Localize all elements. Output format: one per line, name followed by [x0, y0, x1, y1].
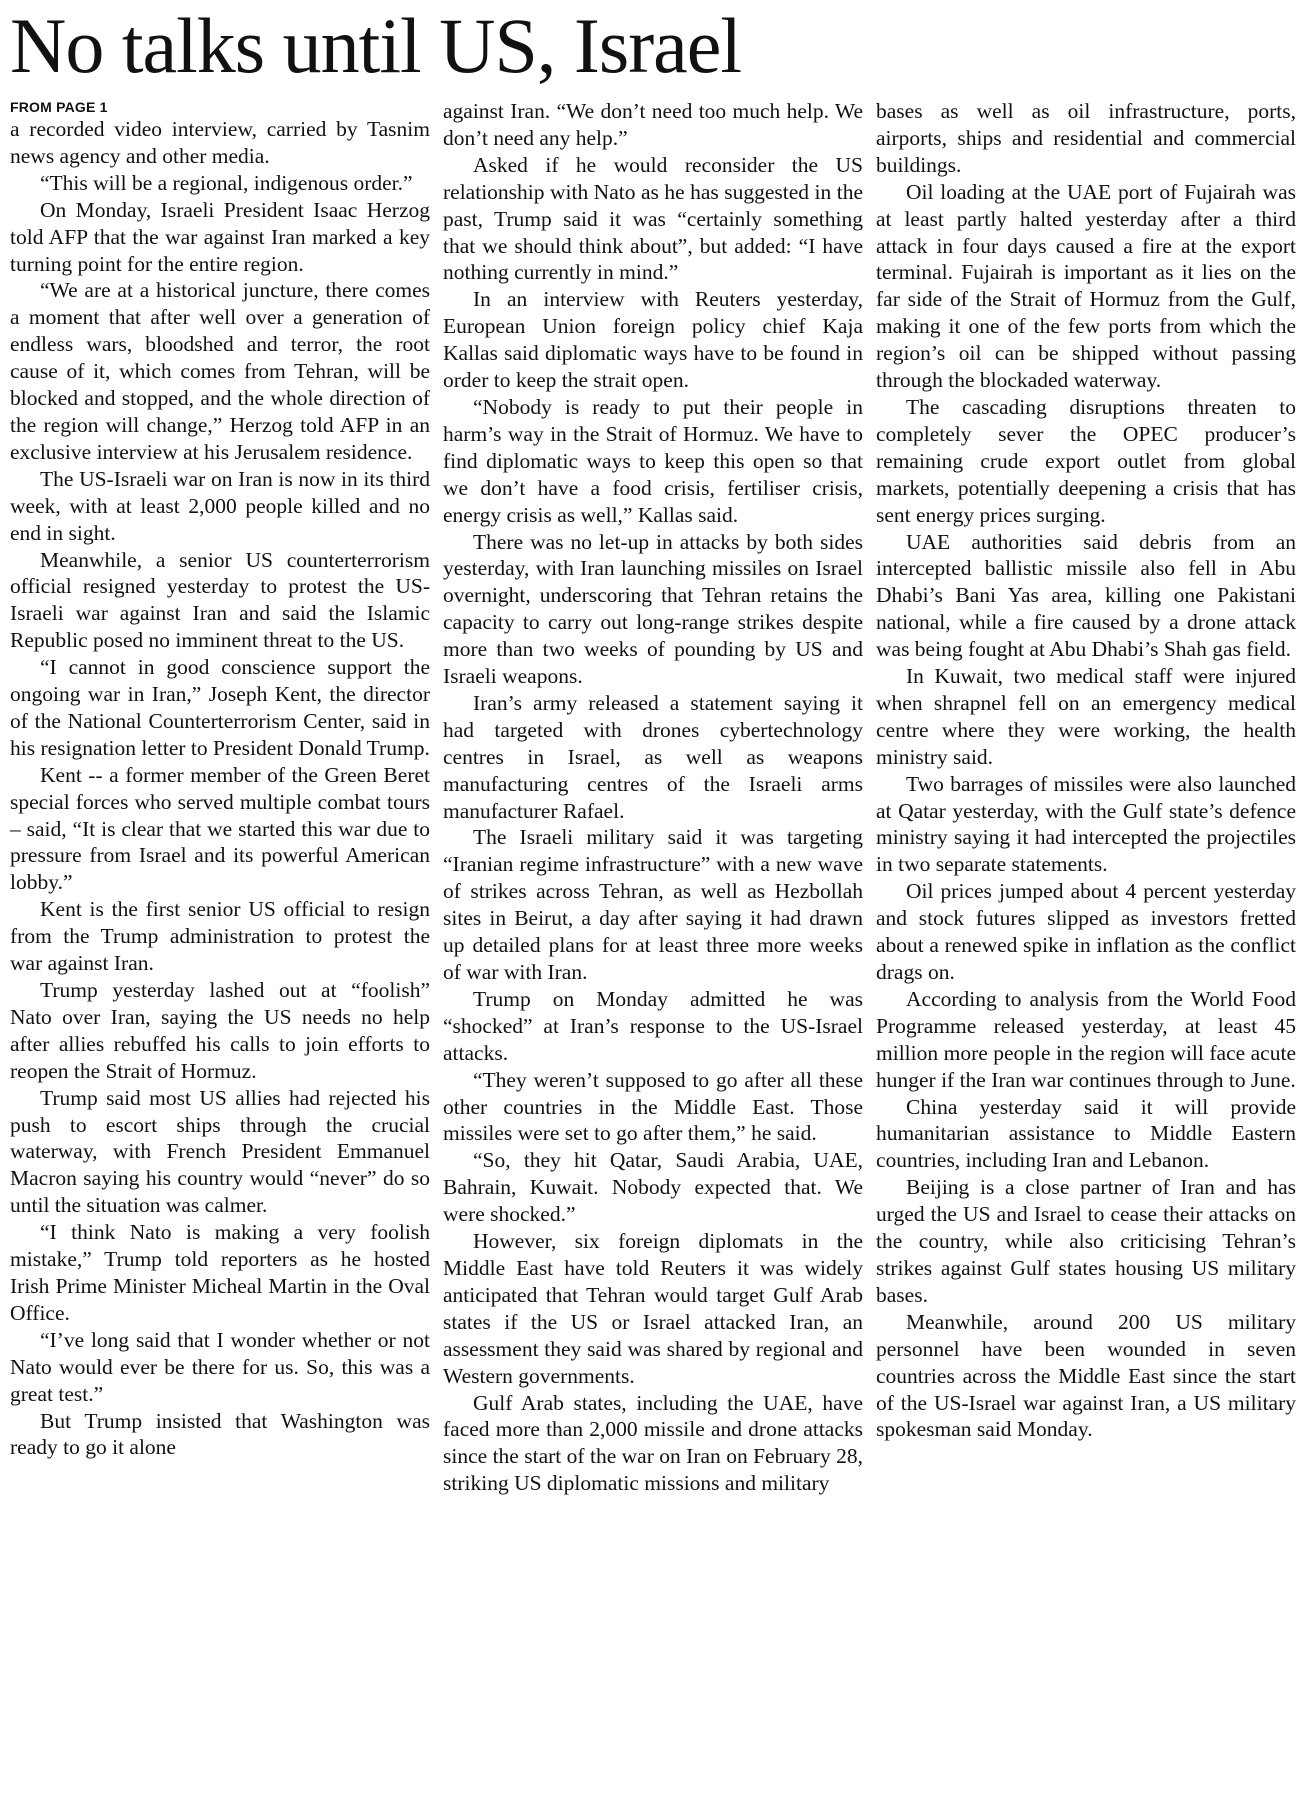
paragraph: The Israeli military said it was targeting “Iranian regime infrastructure” with a new wave of strikes across Tehran, as well as Hezbollah sites in Beirut, a day after saying it had drawn up detailed plans for at least three more weeks of war with Iran. [443, 825, 863, 984]
continuation-kicker: FROM PAGE 1 [10, 99, 108, 115]
paragraph: Trump said most US allies had rejected his push to escort ships through the crucial waterway, with French President Emmanuel Macron saying his country would “never” do so until the situation was calmer. [10, 1085, 430, 1218]
paragraph: Asked if he would reconsider the US relationship with Nato as he has suggested in the past, Trump said it was “certainly something that we should think about”, but added: “I have nothing currently in mind.” [443, 152, 863, 285]
paragraph: Gulf Arab states, including the UAE, have faced more than 2,000 missile and drone attacks since the start of the war on Iran on February 28, striking US diplomatic missions and military [443, 1390, 863, 1496]
paragraph: Two barrages of missiles were also launched at Qatar yesterday, with the Gulf state’s defence ministry saying it had intercepted the projectiles in two separate statements. [876, 771, 1296, 877]
paragraph: Trump yesterday lashed out at “foolish” Nato over Iran, saying the US needs no help after allies rebuffed his calls to join efforts to reopen the Strait of Hormuz. [10, 978, 430, 1083]
paragraph: UAE authorities said debris from an intercepted ballistic missile also fell in Abu Dhabi’s Bani Yas area, killing one Pakistani national, while a fire caused by a drone attack was being fought at Abu Dhabi’s Shah gas field. [876, 529, 1296, 662]
paragraph: Oil prices jumped about 4 percent yesterday and stock futures slipped as investors fretted about a renewed spike in inflation as the conflict drags on. [876, 879, 1296, 984]
paragraph: In an interview with Reuters yesterday, European Union foreign policy chief Kaja Kallas said diplomatic ways have to be found in order to keep the strait open. [443, 287, 863, 393]
paragraph: Trump on Monday admitted he was “shocked” at Iran’s response to the US-Israel attacks. [443, 986, 863, 1065]
paragraph: a recorded video interview, carried by Tasnim news agency and other media. [10, 117, 430, 168]
paragraph: “They weren’t supposed to go after all these other countries in the Middle East. Those missiles were set to go after them,” he said. [443, 1067, 863, 1146]
paragraph: “I cannot in good conscience support the ongoing war in Iran,” Joseph Kent, the director of the National Counterterrorism Center, said in his resignation letter to President Donald Trump. [10, 655, 430, 760]
column-1 [10, 98, 430, 1798]
paragraph: Meanwhile, around 200 US military personnel have been wounded in seven countries across the Middle East since the start of the US-Israel war against Iran, a US military spokesman said Monday. [876, 1309, 1296, 1442]
paragraph: Kent -- a former member of the Green Beret special forces who served multiple combat tours – said, “It is clear that we started this war due to pressure from Israel and its powerful American lobby.” [10, 762, 430, 895]
paragraph: Oil loading at the UAE port of Fujairah was at least partly halted yesterday after a third attack in four days caused a fire at the export terminal. Fujairah is important as it lies on the far side of the Strait of Hormuz from the Gulf, making it one of the few ports from which the region’s oil can be shipped without passing through the blockaded waterway. [876, 179, 1296, 393]
paragraph: “This will be a regional, indigenous order.” [40, 170, 413, 195]
paragraph: However, six foreign diplomats in the Middle East have told Reuters it was widely anticipated that Tehran would target Gulf Arab states if the US or Israel attacked Iran, an assessment they said was shared by regional and Western governments. [443, 1229, 863, 1388]
paragraph: “We are at a historical juncture, there comes a moment that after well over a generation of endless wars, bloodshed and terror, the root cause of it, which comes from Tehran, will be blocked and stopped, and the whole direction of the region will change,” Herzog told AFP in an exclusive interview at his Jerusalem residence. [10, 278, 430, 464]
paragraph: against Iran. “We don’t need too much help. We don’t need any help.” [443, 99, 863, 150]
paragraph: There was no let-up in attacks by both sides yesterday, with Iran launching missiles on Israel overnight, underscoring that Tehran retains the capacity to carry out long-range strikes despite more than two weeks of pounding by US and Israeli weapons. [443, 529, 863, 689]
paragraph: But Trump insisted that Washington was ready to go it alone [10, 1408, 430, 1460]
paragraph: bases as well as oil infrastructure, ports, airports, ships and residential and commercial buildings. [876, 99, 1296, 177]
column-2 [443, 98, 863, 1798]
paragraph: On Monday, Israeli President Isaac Herzog told AFP that the war against Iran marked a key turning point for the entire region. [10, 197, 430, 276]
paragraph: The US-Israeli war on Iran is now in its third week, with at least 2,000 people killed and no end in sight. [10, 466, 430, 545]
paragraph: “So, they hit Qatar, Saudi Arabia, UAE, Bahrain, Kuwait. Nobody expected that. We were shocked.” [443, 1148, 863, 1227]
paragraph: Beijing is a close partner of Iran and has urged the US and Israel to cease their attacks on the country, while also criticising Tehran’s strikes against Gulf states housing US military bases. [876, 1175, 1296, 1307]
paragraph: “I think Nato is making a very foolish mistake,” Trump told reporters as he hosted Irish Prime Minister Micheal Martin in the Oval Office. [10, 1220, 430, 1325]
column-3 [876, 98, 1296, 1798]
paragraph: Meanwhile, a senior US counterterrorism official resigned yesterday to protest the US-Israeli war against Iran and said the Islamic Republic posed no imminent threat to the US. [10, 547, 430, 653]
paragraph: Kent is the first senior US official to resign from the Trump administration to protest the war against Iran. [10, 897, 430, 976]
paragraph: “Nobody is ready to put their people in harm’s way in the Strait of Hormuz. We have to find diplomatic ways to keep this open so that we don’t have a food crisis, fertiliser crisis, energy crisis as well,” Kallas said. [443, 394, 863, 527]
paragraph: The cascading disruptions threaten to completely sever the OPEC producer’s remaining crude export outlet from global markets, potentially deepening a crisis that has sent energy prices surging. [876, 394, 1296, 527]
paragraph: In Kuwait, two medical staff were injured when shrapnel fell on an emergency medical centre where they were working, the health ministry said. [876, 664, 1296, 769]
article-columns [10, 98, 1296, 1798]
headline: No talks until US, Israel [10, 2, 742, 89]
paragraph: “I’ve long said that I wonder whether or not Nato would ever be there for us. So, this was a great test.” [10, 1327, 430, 1406]
paragraph: China yesterday said it will provide humanitarian assistance to Middle Eastern countries, including Iran and Lebanon. [876, 1094, 1296, 1173]
paragraph: Iran’s army released a statement saying it had targeted with drones cybertechnology centres in Israel, as well as weapons manufacturing centres of the Israeli arms manufacturer Rafael. [443, 690, 863, 823]
paragraph: According to analysis from the World Food Programme released yesterday, at least 45 million more people in the region will face acute hunger if the Iran war continues through to June. [876, 986, 1296, 1092]
